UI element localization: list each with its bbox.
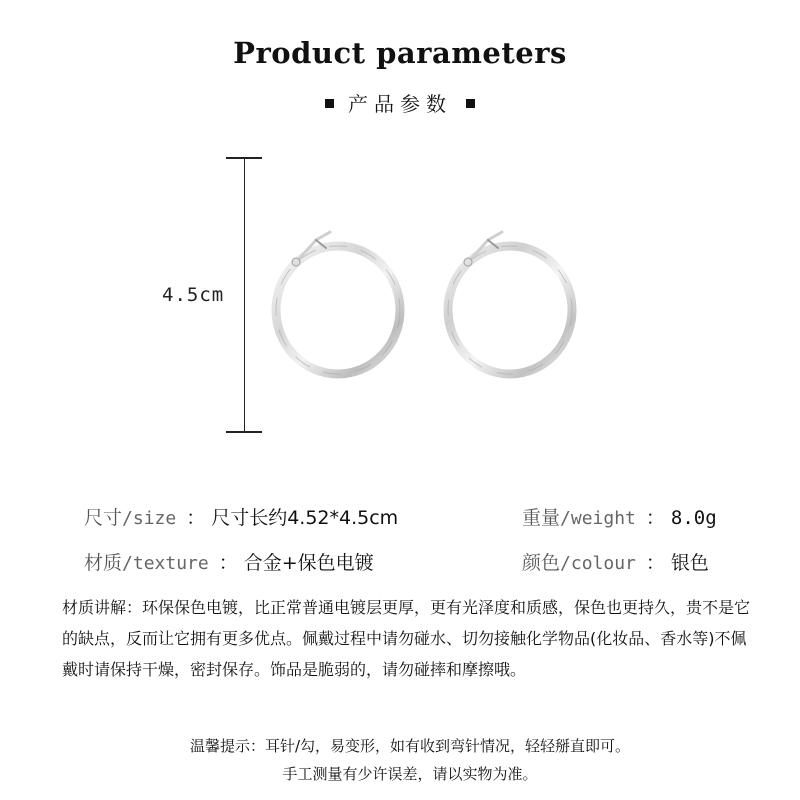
hoop-earring-right-image bbox=[438, 220, 583, 385]
param-weight: 重量/weight ： 8.0g bbox=[522, 507, 717, 529]
warm-tip: 温馨提示：耳针/勾，易变形，如有收到弯针情况，轻轻掰直即可。 bbox=[189, 737, 631, 755]
param-size-label-en: /size bbox=[122, 508, 177, 529]
param-weight-label-en: /weight bbox=[560, 508, 636, 529]
param-texture-label-cn: 材质 bbox=[84, 552, 123, 574]
square-bullet-icon bbox=[466, 99, 475, 108]
param-texture-value: 合金+保色电镀 bbox=[243, 552, 374, 574]
param-size: 尺寸/size ： 尺寸长约4.52*4.5cm bbox=[84, 507, 399, 529]
hoop-earring-left-image bbox=[268, 220, 413, 385]
param-colour-value: 银色 bbox=[670, 552, 709, 574]
dimension-cap-bottom bbox=[226, 431, 262, 433]
param-colour: 颜色/colour ： 银色 bbox=[522, 552, 709, 574]
param-size-value: 尺寸长约4.52*4.5cm bbox=[211, 507, 399, 529]
param-colour-label-en: /colour bbox=[560, 553, 636, 574]
dimension-label: 4.5cm bbox=[162, 284, 225, 306]
measurement-note: 手工测量有少许误差，请以实物为准。 bbox=[282, 765, 538, 783]
param-texture: 材质/texture ： 合金+保色电镀 bbox=[84, 552, 374, 574]
dimension-line bbox=[244, 158, 245, 432]
material-description: 材质讲解：环保保色电镀，比正常普通电镀层更厚，更有光泽度和质感，保色也更持久，贵不是它的缺点，反而让它拥有更多优点。佩戴过程中请勿碰水、切勿接触化学物品(化妆品、香水等)不佩戴时请保持干燥，密封保存。饰品是脆弱的，请勿碰摔和摩擦哦。 bbox=[62, 598, 751, 679]
square-bullet-icon bbox=[325, 99, 334, 108]
param-size-label-cn: 尺寸 bbox=[84, 507, 123, 529]
page-title: Product parameters bbox=[233, 36, 567, 70]
page-subtitle bbox=[0, 88, 800, 117]
param-weight-label-cn: 重量 bbox=[522, 507, 561, 529]
param-weight-value: 8.0g bbox=[670, 507, 717, 529]
param-colour-label-cn: 颜色 bbox=[522, 552, 561, 574]
subtitle-text: 产品参数 bbox=[348, 92, 452, 116]
param-texture-label-en: /texture bbox=[122, 553, 209, 574]
